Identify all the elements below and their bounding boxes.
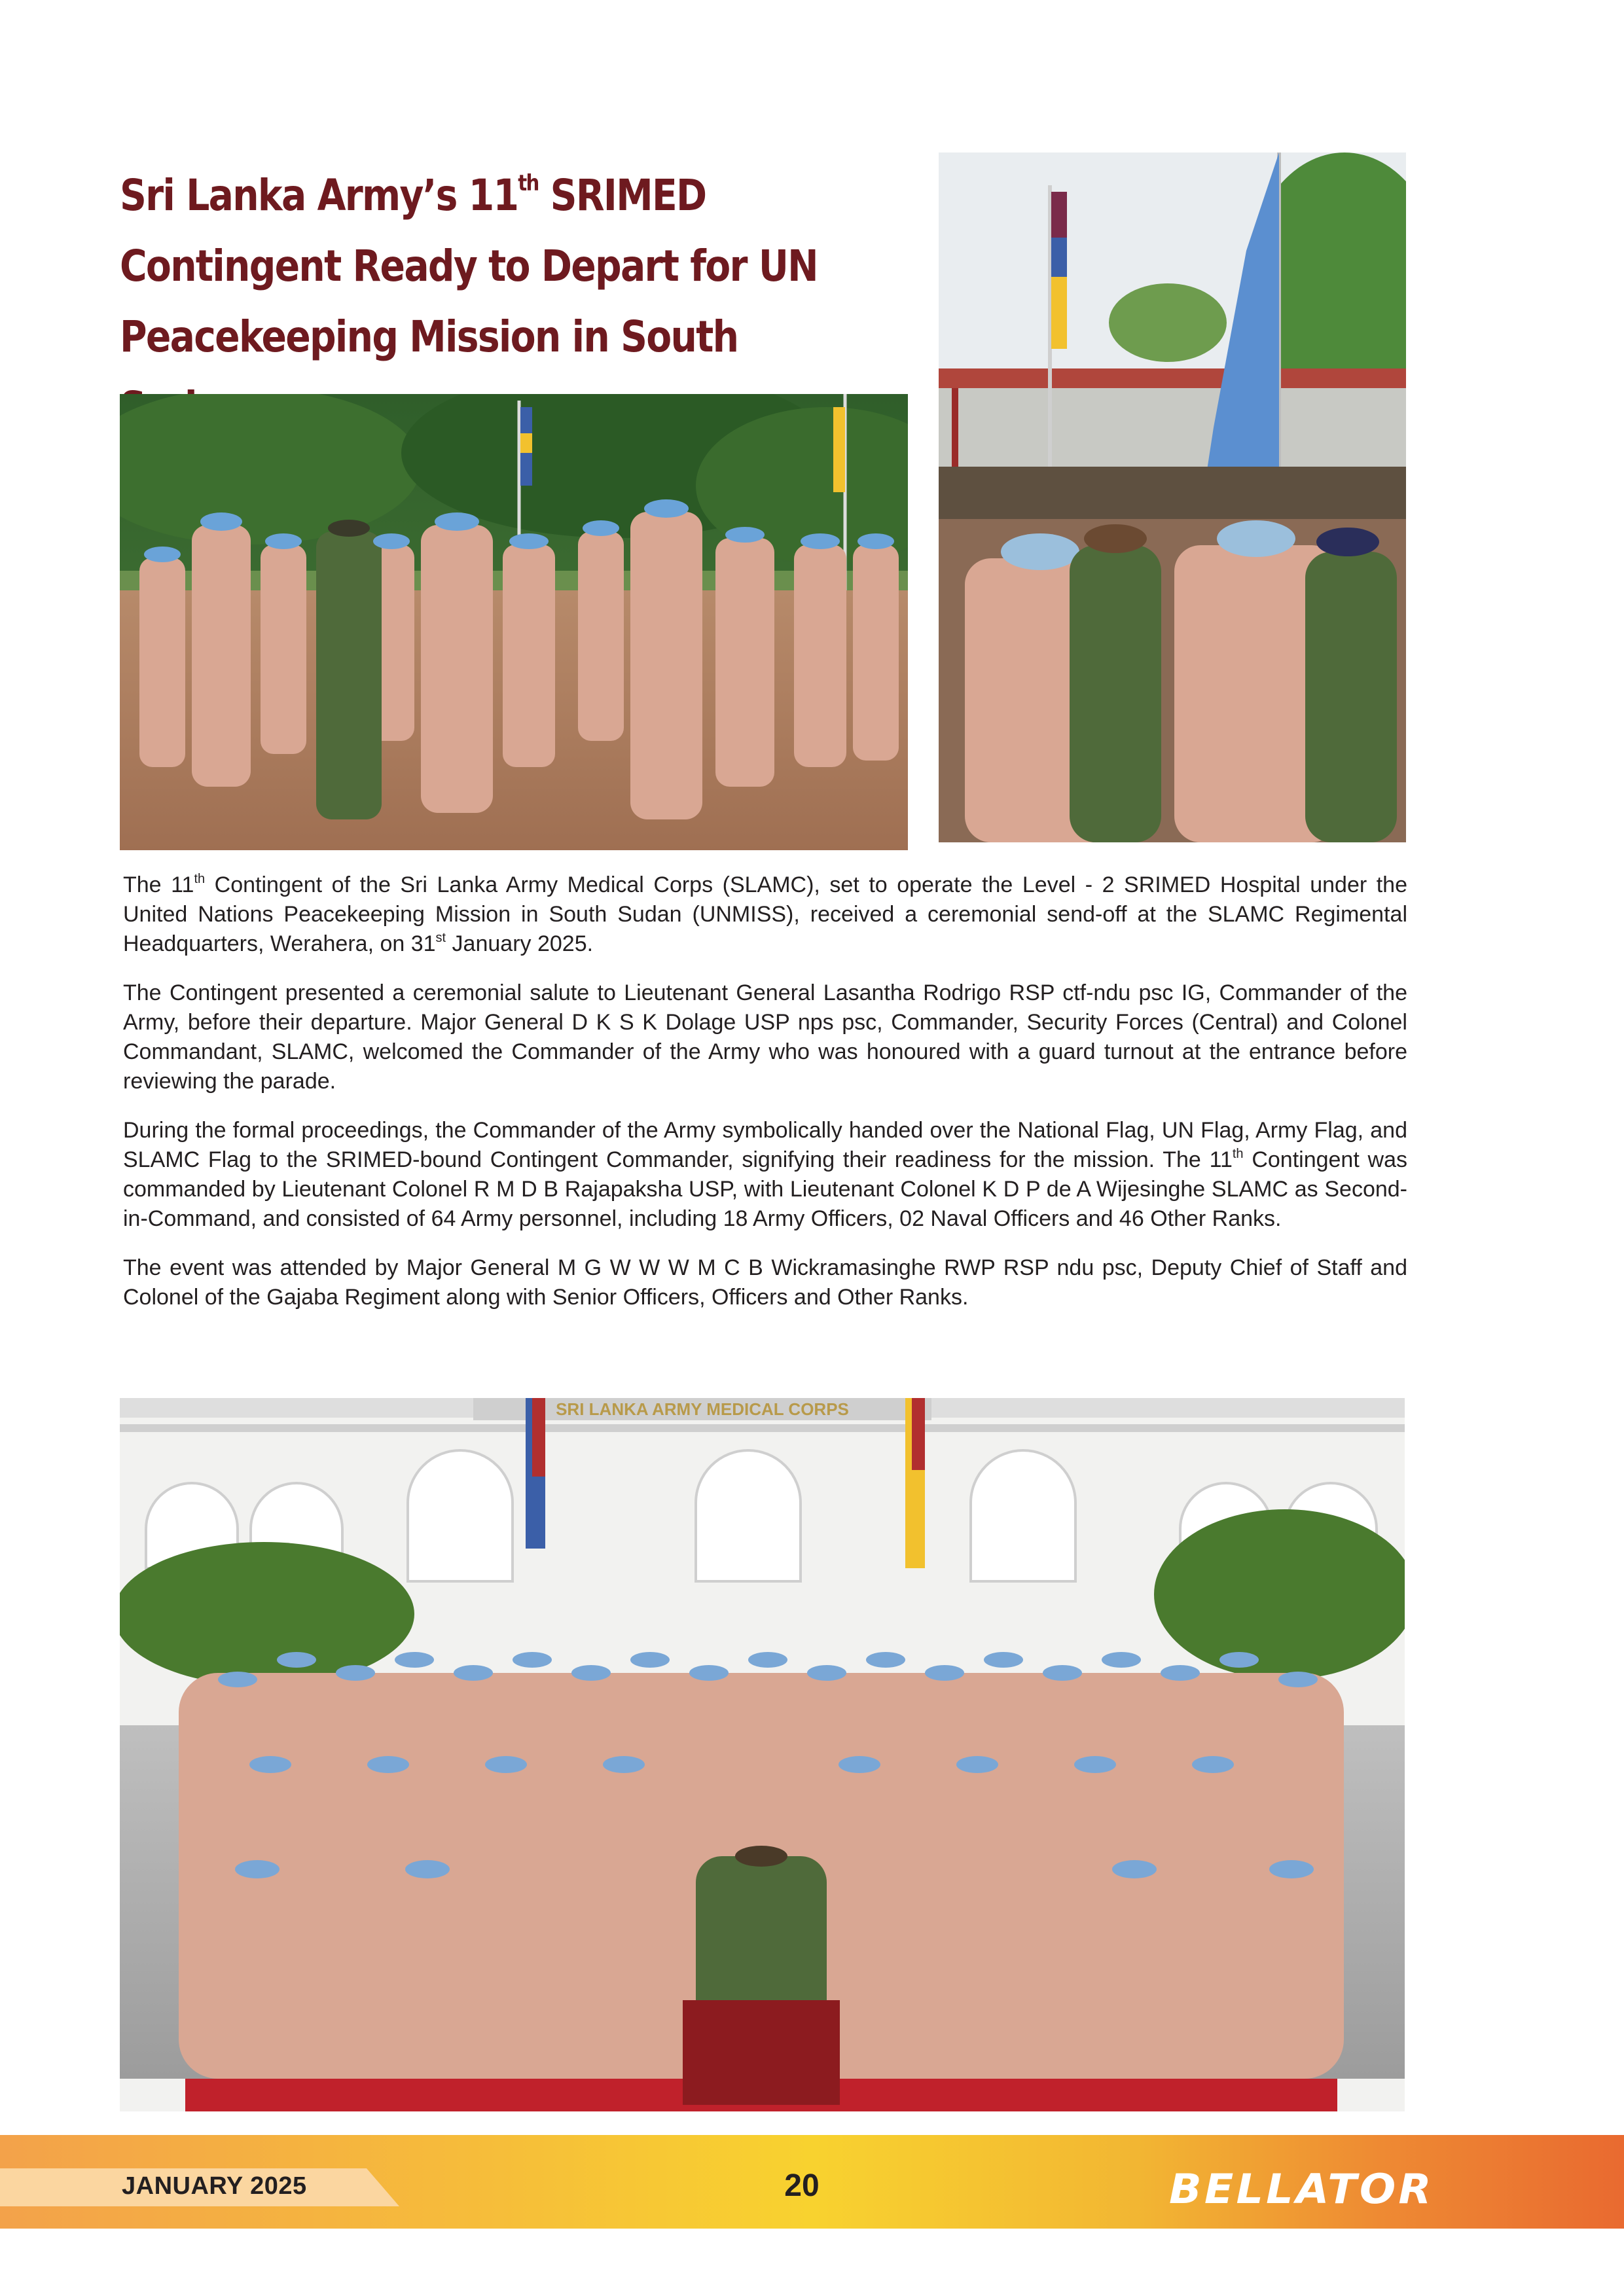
article-paragraph-2: The Contingent presented a ceremonial salute to Lieutenant General Lasantha Rodrigo RSP ctf-ndu psc IG, Commander of the Army, before their departure. Major General D K S K Dolage USP nps psc, Commander, Security Forces (Central) and Colonel Commandant, SLAMC, welcomed the Commander of the Army who was honoured with a guard turnout at the entrance before reviewing the parade. [123, 980, 1407, 1094]
group-photo [120, 1398, 1405, 2111]
article-paragraph-4: The event was attended by Major General M G W W W M C B Wickramasinghe RWP RSP ndu psc, Deputy Chief of Staff and Colonel of the Gajaba Regiment along with Senior Officers, Officers and Other Ranks. [123, 1255, 1407, 1310]
article-title-superscript: th [518, 170, 539, 196]
flag-handover-photo [939, 152, 1406, 842]
article-paragraph-1: The 11th Contingent of the Sri Lanka Army Medical Corps (SLAMC), set to operate the Level - 2 SRIMED Hospital under the United Nations Peacekeeping Mission in South Sudan (UNMISS), received a ceremonial send-off at the SLAMC Regimental Headquarters, Werahera, on 31st January 2025. [123, 872, 1407, 956]
article-title-part1: Sri Lanka Army’s 11 [120, 170, 518, 221]
article-title-part2: SRIMED Contingent Ready to Depart for UN Peacekeeping Mission in South [120, 170, 818, 362]
parade-photo [120, 394, 908, 850]
footer-date: JANUARY 2025 [122, 2172, 307, 2200]
group-photo-banner-text: SRI LANKA ARMY MEDICAL CORPS [556, 1399, 849, 1419]
magazine-brand-logo: BELLATOR [1169, 2165, 1434, 2213]
article-body [123, 870, 1407, 1332]
article-paragraph-3: During the formal proceedings, the Commander of the Army symbolically handed over the National Flag, UN Flag, Army Flag, and SLAMC Flag to the SRIMED-bound Contingent Commander, signifying their readiness for the mission. The 11th Contingent was commanded by Lieutenant Colonel R M D B Rajapaksha USP, with Lieutenant Colonel K D P de A Wijesinghe SLAMC as Second-in-Command, and consisted of 64 Army personnel, including 18 Army Officers, 02 Naval Officers and 46 Other Ranks. [123, 1118, 1407, 1231]
page-number: 20 [784, 2168, 820, 2203]
